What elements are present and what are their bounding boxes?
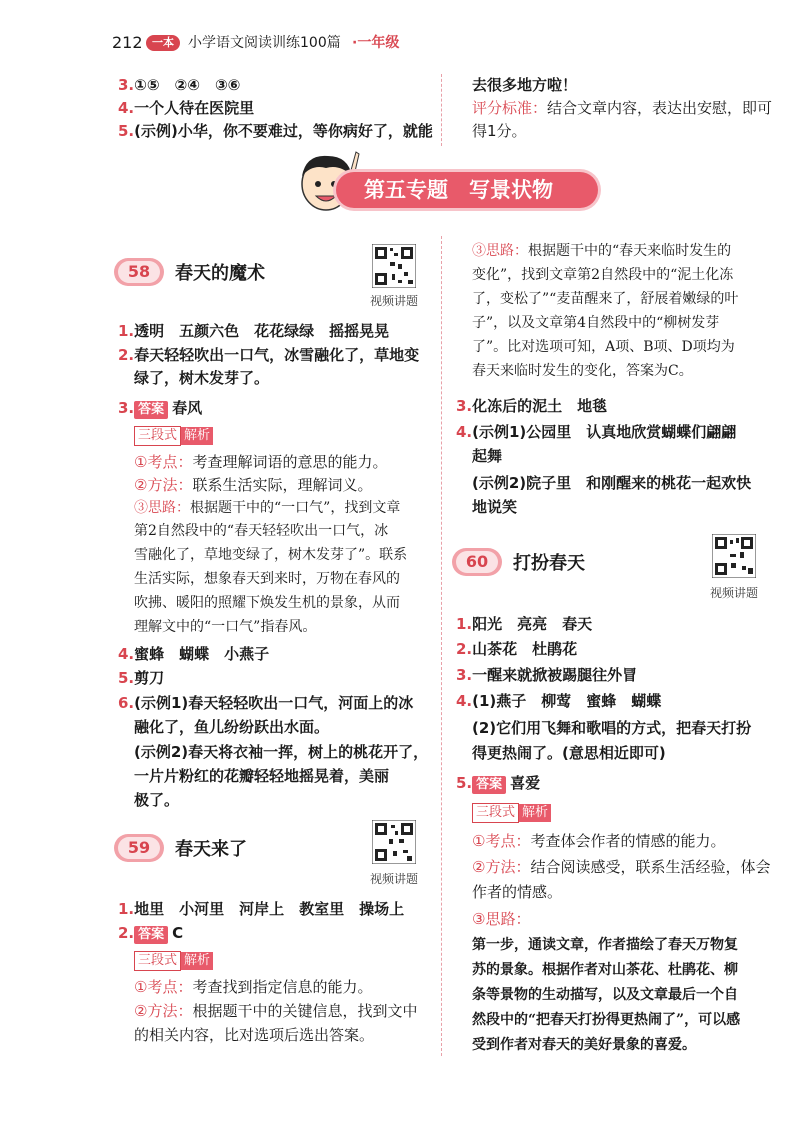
answer-line: 4.(1)燕子 柳莺 蜜蜂 蝴蝶 [456,692,662,710]
answer-line: 起舞 [472,447,503,465]
answer-line: 3. 答案 春风 [118,399,203,417]
qr-label: 视频讲题 [370,294,419,308]
answer-line: 3.化冻后的泥土 地毯 [456,397,608,415]
scoring-line: 评分标准：结合文章内容，表达出安慰，即可 [472,99,773,117]
analysis-line: 第一步，通读文章，作者描绘了春天万物复 [472,937,738,953]
lesson-number-badge: 58 [114,258,164,286]
analysis-line: ③思路： [472,910,531,928]
qr-label: 视频讲题 [710,586,759,600]
answer-line: 融化了，鱼儿纷纷跃出水面。 [134,718,330,736]
analysis-badge: 三段式 解析 [134,951,213,969]
analysis-line: 然段中的“把春天打扮得更热闹了”，可以感 [472,1012,741,1028]
analysis-line: ③思路：根据题干中的“一口气”，找到文章 [134,500,401,516]
answer-line: 2. 答案 C [118,924,184,942]
page-number: 212 [112,33,143,52]
answer-line: 4.蜜蜂 蝴蝶 小燕子 [118,645,270,663]
analysis-line: 吹拂、暖阳的照耀下焕发生机的景象，从而 [134,595,400,611]
analysis-line: ①考点：考查理解词语的意思的能力。 [134,453,388,471]
lesson-number-badge: 59 [114,834,164,862]
analysis-line: 条等景物的生动描写，以及文章最后一个自 [472,987,738,1003]
qr-code-icon[interactable] [372,244,416,288]
analysis-line: 生活实际，想象春天到来时，万物在春风的 [134,571,400,587]
analysis-line: ①考点：考查体会作者的情感的能力。 [472,832,726,850]
answer-line: 5.(示例)小华，你不要难过，等你病好了，就能 [118,122,433,140]
answer-line: 1.阳光 亮亮 春天 [456,615,593,633]
analysis-line: ①考点：考查找到指定信息的能力。 [134,978,373,996]
section-title: 第五专题 写景状物 [364,178,553,202]
answer-line: (示例2)院子里 和刚醒来的桃花一起欢快 [472,474,752,492]
column-divider-main [441,236,442,1056]
analysis-line: 了”。比对选项可知，A项、B项、D项均为 [472,339,735,355]
lesson-number-badge: 60 [452,548,502,576]
analysis-line: 春天来临时发生的变化，答案为C。 [472,363,693,379]
answer-line: 3.①⑤ ②④ ③⑥ [118,76,241,94]
qr-code-icon[interactable] [712,534,756,578]
publisher-logo: 一本 [146,35,180,51]
answer-line: 2.春天轻轻吹出一口气，冰雪融化了，草地变 [118,346,420,364]
analysis-line: ③思路：根据题干中的“春天来临时发生的 [472,243,732,259]
analysis-line: 作者的情感。 [472,883,563,901]
answer-badge: 答案 [472,776,506,794]
answer-line: 4.(示例1)公园里 认真地欣赏蝴蝶们翩翩 [456,423,737,441]
answer-line: 3.一醒来就掀被踢腿往外冒 [456,666,638,684]
answer-line: (示例2)春天将衣袖一挥，树上的桃花开了， [134,743,429,761]
answer-line: 地说笑 [472,498,518,516]
lesson-title: 春天来了 [175,839,247,860]
answer-line: 1.地里 小河里 河岸上 教室里 操场上 [118,900,405,918]
analysis-line: ②方法：联系生活实际，理解词义。 [134,476,373,494]
scoring-line: 得1分。 [472,122,527,140]
answer-badge: 答案 [134,401,168,419]
answer-line: 6.(示例1)春天轻轻吹出一口气，河面上的冰 [118,694,414,712]
answer-line: 1.透明 五颜六色 花花绿绿 摇摇晃晃 [118,322,390,340]
answer-line: 2.山茶花 杜鹃花 [456,640,578,658]
analysis-line: ②方法：结合阅读感受，联系生活经验，体会 [472,858,771,876]
analysis-line: 受到作者对春天的美好景象的喜爱。 [472,1037,696,1053]
analysis-line: 雪融化了，草地变绿了，树木发芽了”。联系 [134,547,408,563]
answer-line: 5.剪刀 [118,669,165,687]
analysis-line: 了，变松了”“麦苗醒来了，舒展着嫩绿的叶 [472,291,739,307]
answer-line: 4.一个人待在医院里 [118,99,255,117]
lesson-title: 春天的魔术 [175,263,265,284]
qr-label: 视频讲题 [370,872,419,886]
analysis-line: 子”，以及文章第4自然段中的“柳树发芽 [472,315,720,331]
qr-code-icon[interactable] [372,820,416,864]
analysis-line: 第2自然段中的“春天轻轻吹出一口气，冰 [134,523,389,539]
book-title: 小学语文阅读训练100篇 [188,35,341,51]
analysis-line: 理解文中的“一口气”指春风。 [134,619,317,635]
answer-line: (2)它们用飞舞和歌唱的方式，把春天打扮 [472,719,752,737]
grade-label: ·一年级 [352,35,400,51]
answer-line: 5. 答案 喜爱 [456,774,541,792]
analysis-badge: 三段式 解析 [134,426,213,444]
lesson-title: 打扮春天 [513,553,585,574]
column-divider-top [441,74,442,146]
answer-line: 去很多地方啦！ [472,76,578,94]
analysis-line: ②方法：根据题干中的关键信息，找到文中 [134,1002,418,1020]
analysis-badge: 三段式 解析 [472,803,551,821]
answer-line: 绿了，树木发芽了。 [134,369,270,387]
section-banner [336,172,598,208]
answer-line: 一片片粉红的花瓣轻轻地摇晃着，美丽 [134,767,390,785]
answer-line: 得更热闹了。(意思相近即可) [472,744,666,762]
page-header [112,32,442,54]
answer-line: 极了。 [134,791,180,809]
analysis-line: 苏的景象。根据作者对山茶花、杜鹃花、柳 [472,962,738,978]
analysis-line: 变化”，找到文章第2自然段中的“泥土化冻 [472,267,734,283]
analysis-line: 的相关内容，比对选项后选出答案。 [134,1026,375,1044]
answer-badge: 答案 [134,926,168,944]
